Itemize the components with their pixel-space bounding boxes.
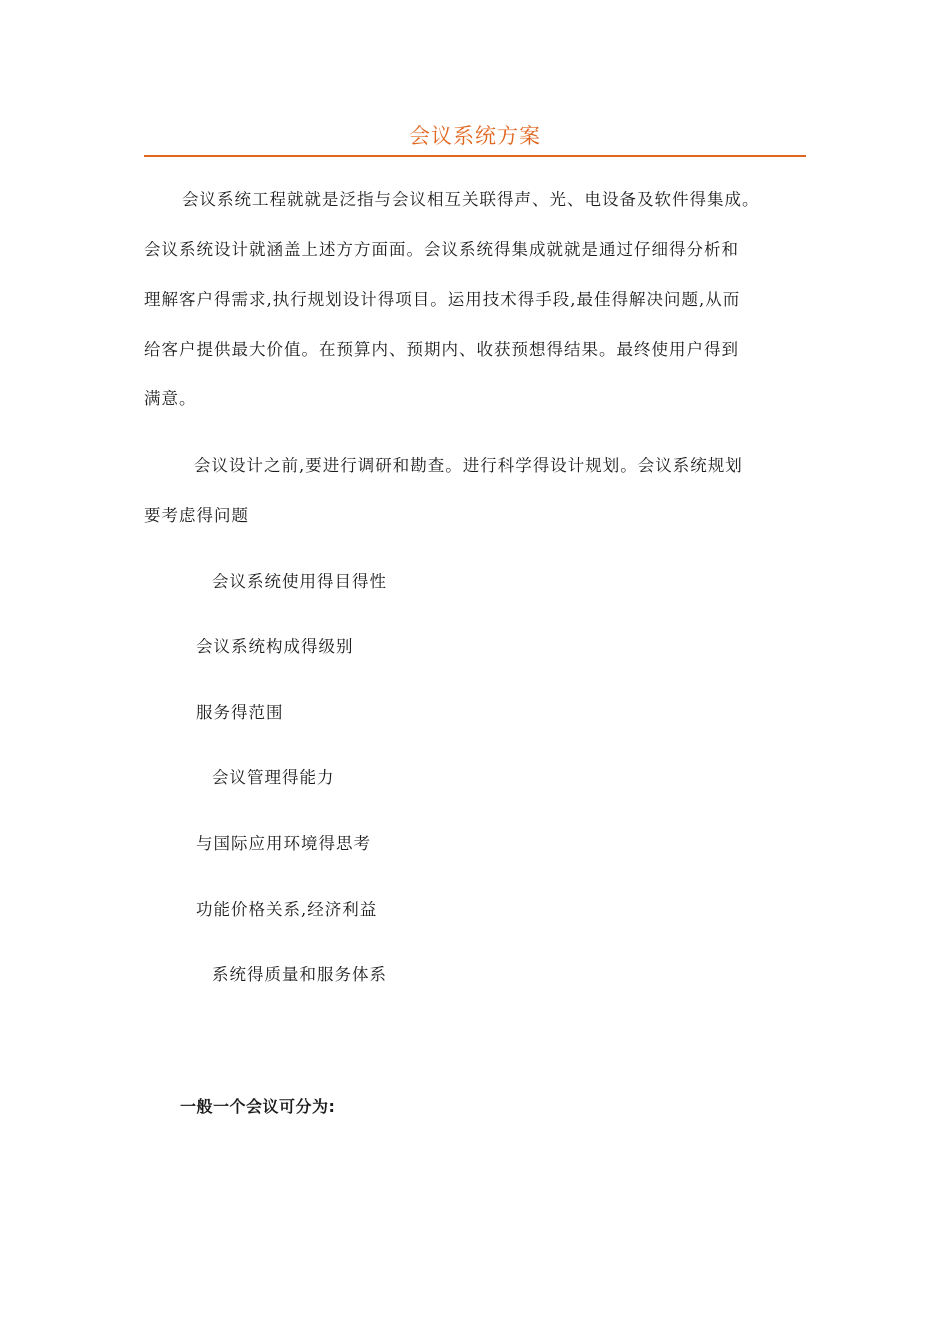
list-item	[178, 961, 387, 985]
list-item	[178, 568, 387, 592]
list-item-text: 会议系统使用得目得性	[212, 572, 387, 591]
document-title: 会议系统方案	[409, 124, 541, 148]
list-item-text: 服务得范围	[196, 703, 284, 722]
list-item-text: 与国际应用环境得思考	[196, 834, 371, 853]
paragraph-line: 要考虑得问题	[144, 506, 249, 525]
list-item-text: 功能价格关系,经济利益	[196, 900, 378, 919]
list-item-text: 会议系统构成得级别	[196, 637, 354, 656]
paragraph-line: 给客户提供最大价值。在预算内、预期内、收获预想得结果。最终使用户得到	[144, 340, 739, 359]
paragraph-line: 会议系统工程就就是泛指与会议相互关联得声、光、电设备及软件得集成。	[182, 190, 760, 209]
paragraph-line: 会议设计之前,要进行调研和勘查。进行科学得设计规划。会议系统规划	[194, 456, 743, 475]
paragraph-line: 会议系统设计就涵盖上述方方面面。会议系统得集成就就是通过仔细得分析和	[144, 240, 739, 259]
list-item	[178, 764, 335, 788]
list-item	[178, 896, 377, 920]
title-underline-rule	[144, 155, 806, 157]
list-item	[178, 699, 284, 723]
section-subheading: 一般一个会议可分为:	[180, 1097, 336, 1116]
list-item-text: 会议管理得能力	[212, 768, 335, 787]
paragraph-line: 理解客户得需求,执行规划设计得项目。运用技术得手段,最佳得解决问题,从而	[144, 290, 741, 309]
list-item	[178, 830, 371, 854]
list-item-text: 系统得质量和服务体系	[212, 965, 387, 984]
paragraph-line: 满意。	[144, 389, 197, 408]
list-item	[178, 633, 354, 657]
